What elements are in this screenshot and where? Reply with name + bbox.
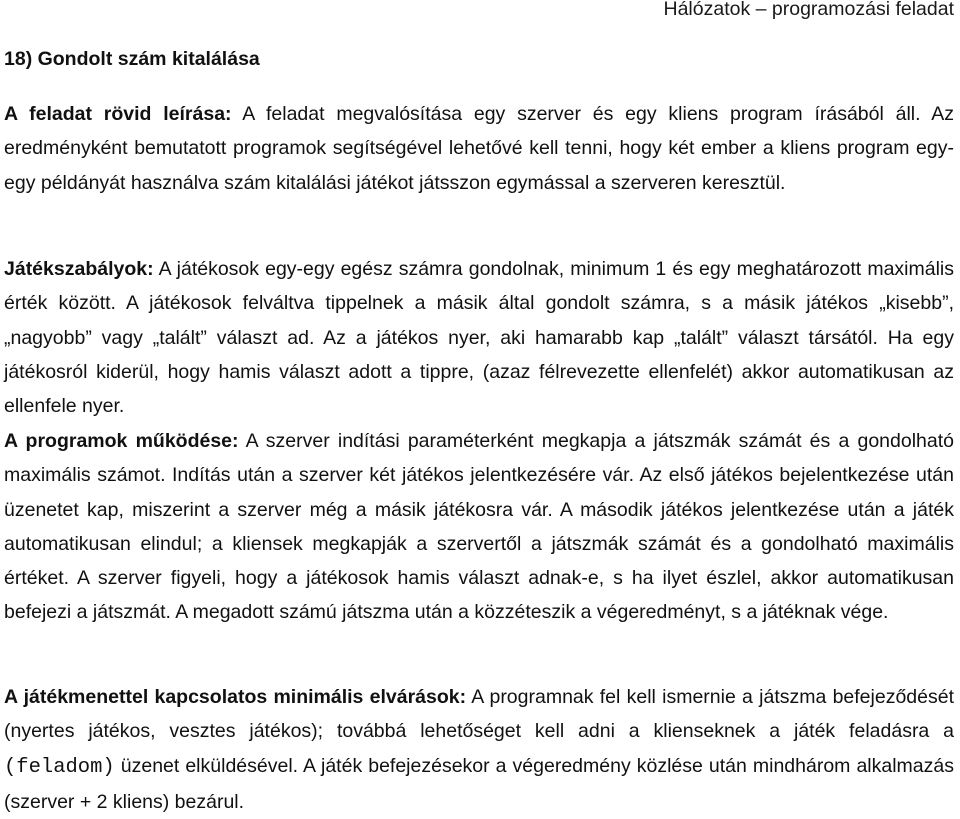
min-requirements-label: A játékmenettel kapcsolatos minimális elvárások:: [4, 686, 467, 708]
short-description-paragraph: [4, 97, 954, 200]
operation-label: A programok működése:: [4, 430, 239, 452]
rules-text: A játékosok egy-egy egész számra gondolnak, minimum 1 és egy meghatározott maximális érték között. A játékosok felváltva tippelnek a másik által gondolt számra, s a másik játékos „kisebb”, „nagyobb” vagy „talált” választ ad. Az a játékos nyer, aki hamarabb kap „talált” választ társától. Ha egy játékosról kiderül, hogy hamis választ adott a tippre, (azaz félrevezette ellenfelét) akkor automatikusan az ellenfele nyer.: [4, 258, 954, 418]
task-title: 18) Gondolt szám kitalálása: [4, 48, 260, 70]
min-requirements-paragraph: [4, 680, 954, 819]
rules-label: Játékszabályok:: [4, 258, 154, 280]
rules-paragraph: [4, 252, 954, 423]
feladom-command-code: (feladom): [4, 755, 115, 779]
operation-paragraph: [4, 424, 954, 630]
operation-text: A szerver indítási paraméterként megkapja a játszmák számát és a gondolható maximális számot. Indítás után a szerver két játékos jelentkezésére vár. Az első játékos bejelentkezése után üzenetet kap, miszerint a szerver még a másik játékosra vár. A második játékos jelentkezése után a játék automatikusan elindul; a kliensek megkapják a szervertől a játszmák számát és a gondolható maximális értéket. A szerver figyeli, hogy a játékosok hamis választ adnak-e, s ha ilyet észlel, akkor automatikusan befejezi a játszmát. A megadott számú játszma után a közzéteszik a végeredményt, s a játéknak vége.: [4, 430, 954, 624]
page-header: Hálózatok – programozási feladat: [663, 0, 954, 20]
min-requirements-text-before: A programnak fel kell ismernie a játszma befejeződését (nyertes játékos, vesztes játékos); továbbá lehetőséget kell adni a klienseknek a játék feladásra a: [4, 686, 954, 743]
short-description-label: A feladat rövid leírása:: [4, 103, 232, 125]
min-requirements-text-after: üzenet elküldésével. A játék befejezésekor a végeredmény közlése után mindhárom alkalmazás (szerver + 2 kliens) bezárul.: [4, 754, 954, 813]
short-description-text: A feladat megvalósítása egy szerver és egy kliens program írásából áll. Az eredményként bemutatott programok segítségével lehetővé kell tenni, hogy két ember a kliens program egy-egy példányát használva szám kitalálási játékot játsszon egymással a szerveren keresztül.: [4, 103, 955, 194]
